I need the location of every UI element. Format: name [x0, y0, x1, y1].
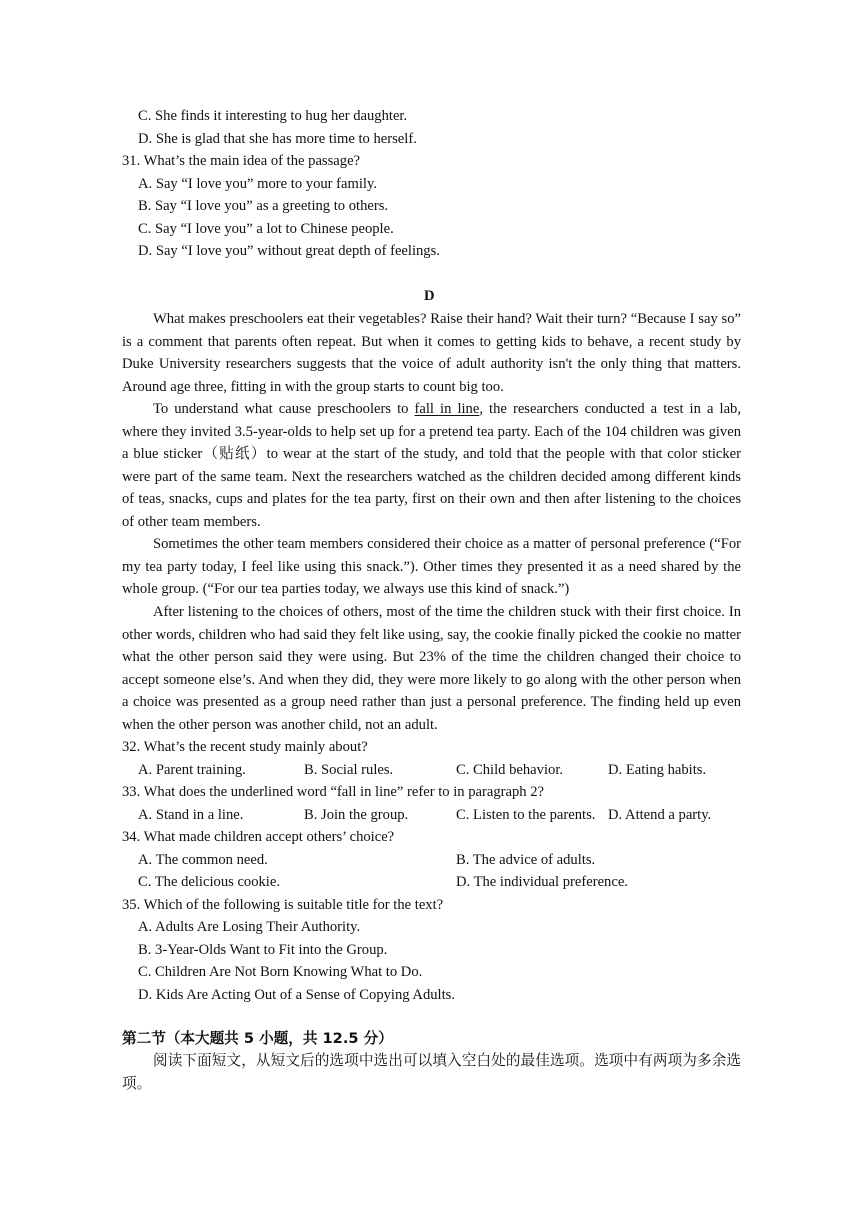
q32-option-a: A. Parent training.	[138, 762, 246, 778]
q34-option-d: D. The individual preference.	[456, 874, 628, 890]
q33-option-d: D. Attend a party.	[608, 807, 712, 823]
q31-stem: 31. What’s the main idea of the passage?	[122, 153, 361, 169]
q35-stem: 35. Which of the following is suitable title for the text?	[122, 897, 444, 913]
section-2-heading: 第二节（本大题共 5 小题，共 12.5 分）	[122, 1030, 393, 1047]
q31-option-c: C. Say “I love you” a lot to Chinese people.	[138, 221, 394, 237]
q35-option-d: D. Kids Are Acting Out of a Sense of Copying Adults.	[138, 987, 455, 1003]
q35-option-b: B. 3-Year-Olds Want to Fit into the Group.	[138, 942, 388, 958]
q34-option-a: A. The common need.	[138, 852, 268, 868]
q31-option-a: A. Say “I love you” more to your family.	[138, 176, 377, 192]
q34-stem: 34. What made children accept others’ choice?	[122, 829, 395, 845]
passage-paragraph-3: Sometimes the other team members considered their choice as a matter of personal preference (“For my tea party today, I feel like using this snack.”). Other times they presented it as a need shared by the whole group. (“For our tea parties today, we always use this kind of snack.”)	[122, 536, 741, 597]
q35-option-a: A. Adults Are Losing Their Authority.	[138, 919, 361, 935]
q33-option-c: C. Listen to the parents.	[456, 807, 596, 823]
paragraph-2-text-before: To understand what cause preschoolers to	[153, 401, 415, 417]
q32-stem: 32. What’s the recent study mainly about?	[122, 739, 368, 755]
q31-option-b: B. Say “I love you” as a greeting to others.	[138, 198, 389, 214]
q35-option-c: C. Children Are Not Born Knowing What to Do.	[138, 964, 423, 980]
q33-option-a: A. Stand in a line.	[138, 807, 244, 823]
q32-option-b: B. Social rules.	[304, 762, 394, 778]
passage-paragraph-1: What makes preschoolers eat their vegetables? Raise their hand? Wait their turn? “Because I say so” is a comment that parents often repeat. But when it comes to getting kids to behave, a recent study by Duke University researchers suggests that the voice of adult authority isn't the only thing that matters. Around age three, fitting in with the group starts to count big too.	[122, 311, 741, 395]
q34-option-b: B. The advice of adults.	[456, 852, 596, 868]
section-2-instruction: 阅读下面短文，从短文后的选项中选出可以填入空白处的最佳选项。选项中有两项为多余选项。	[122, 1052, 741, 1092]
q33-option-b: B. Join the group.	[304, 807, 409, 823]
paragraph-2-text-after: , the researchers conducted a test in a lab, where they invited 3.5-year-olds to help set up for a pretend tea party. Each of the 104 children was given a blue sticker（贴纸）to wear at the start of the study, and told that the people with that color sticker were part of the same team. Next the researchers watched as the children decided among different kinds of teas, snacks, cups and plates for the tea party, first on their own and then after listening to the choices of other team members.	[122, 401, 742, 530]
q33-stem: 33. What does the underlined word “fall in line” refer to in paragraph 2?	[122, 784, 544, 800]
q30-option-d: D. She is glad that she has more time to herself.	[138, 131, 417, 147]
q30-option-c: C. She finds it interesting to hug her daughter.	[138, 108, 408, 124]
passage-paragraph-2	[122, 398, 741, 533]
q31-option-d: D. Say “I love you” without great depth of feelings.	[138, 243, 440, 259]
passage-heading: D	[424, 288, 435, 304]
q32-option-c: C. Child behavior.	[456, 762, 564, 778]
passage-paragraph-4: After listening to the choices of others, most of the time the children stuck with their first choice. In other words, children who had said they felt like using, say, the cookie finally picked the cookie no matter what the other person said they were using. But 23% of the time the children changed their choice to accept someone else’s. And when they did, they were more likely to go along with the other person when a choice was presented as a group need rather than just a personal preference. The finding held up even when the other person was another child, not an adult.	[122, 604, 741, 733]
q34-option-c: C. The delicious cookie.	[138, 874, 280, 890]
underlined-phrase: fall in line	[414, 401, 480, 417]
q32-option-d: D. Eating habits.	[608, 762, 707, 778]
